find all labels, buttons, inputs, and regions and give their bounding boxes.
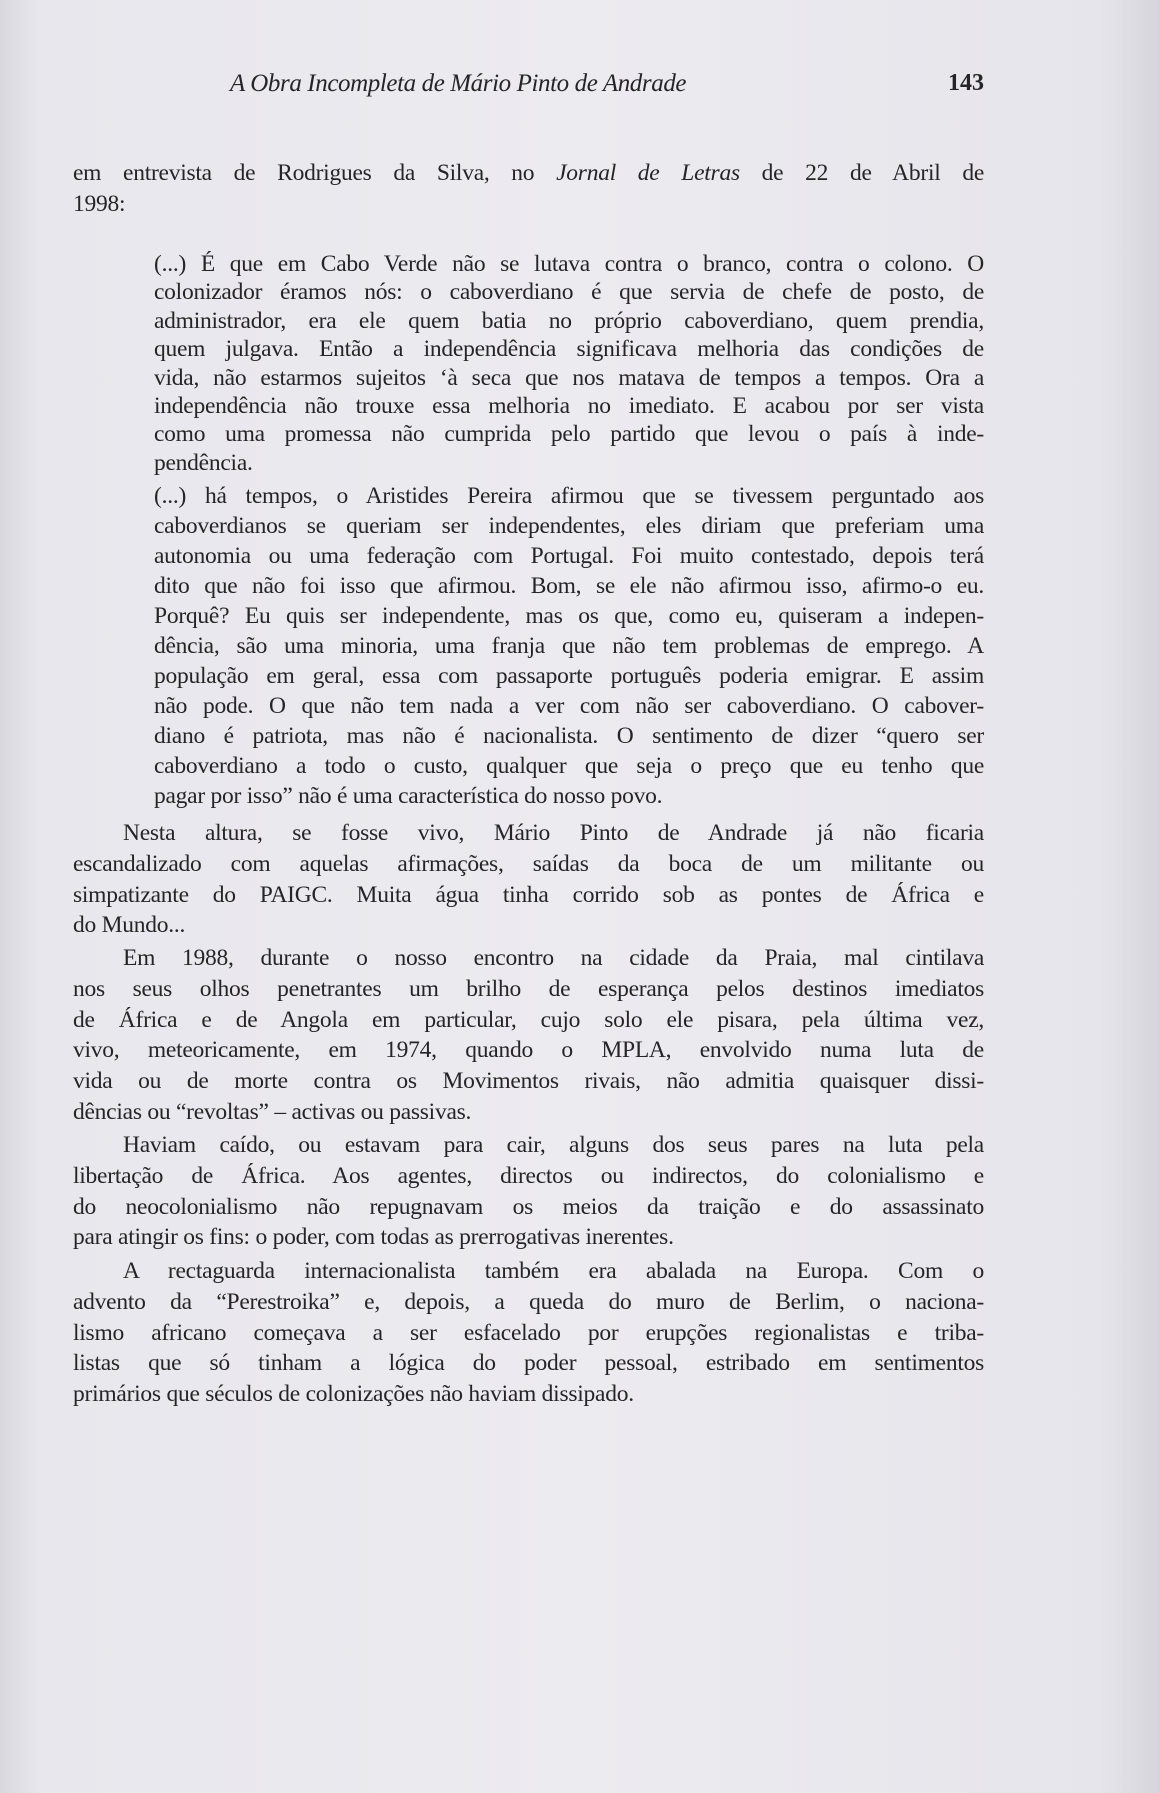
body-paragraph-3 — [73, 1130, 984, 1253]
block-quote-1 — [154, 250, 984, 477]
body-paragraph-4 — [73, 1256, 984, 1410]
text-line: pendência. — [154, 449, 253, 476]
text-line: Porquê? Eu quis ser independente, mas os que, como eu, quiseram a indepen- — [154, 603, 984, 629]
text-line: (...) É que em Cabo Verde não se lutava contra o branco, contra o colono. O — [154, 251, 984, 277]
page-number: 143 — [948, 70, 984, 96]
text-line: caboverdianos se queriam ser independentes, eles diriam que preferiam uma — [154, 513, 984, 539]
text-line: autonomia ou uma federação com Portugal. Foi muito contestado, depois terá — [154, 543, 984, 569]
text-line: simpatizante do PAIGC. Muita água tinha corrido sob as pontes de África e — [73, 881, 984, 908]
intro-paragraph — [73, 158, 984, 220]
text-line: A rectaguarda internacionalista também era abalada na Europa. Com o — [123, 1258, 984, 1284]
block-quote-2 — [154, 481, 984, 811]
text-line: dência, são uma minoria, uma franja que não tem problemas de emprego. A — [154, 633, 984, 659]
text-line: 1998: — [73, 190, 126, 217]
body-paragraph-1 — [73, 818, 984, 941]
text-line — [73, 158, 984, 189]
text-line: vivo, meteoricamente, em 1974, quando o MPLA, envolvido numa luta de — [73, 1037, 984, 1064]
text-line: para atingir os fins: o poder, com todas as prerrogativas inerentes. — [73, 1224, 674, 1251]
text-line: advento da “Perestroika” e, depois, a queda do muro de Berlim, o naciona- — [73, 1288, 984, 1315]
text-line: do Mundo... — [73, 912, 186, 939]
text-line: como uma promessa não cumprida pelo partido que levou o país à inde- — [154, 421, 984, 448]
text-line: lismo africano começava a ser esfacelado por erupções regionalistas e triba- — [73, 1319, 984, 1346]
text-line: diano é patriota, mas não é nacionalista. O sentimento de dizer “quero ser — [154, 723, 984, 749]
text-line: independência não trouxe essa melhoria no imediato. E acabou por ser vista — [154, 392, 984, 419]
text-line: dito que não foi isso que afirmou. Bom, se ele não afirmou isso, afirmo-o eu. — [154, 573, 984, 599]
text-line: libertação de África. Aos agentes, directos ou indirectos, do colonialismo e — [73, 1162, 984, 1189]
text-line: pagar por isso” não é uma característica do nosso povo. — [154, 783, 663, 809]
text-line: administrador, era ele quem batia no próprio caboverdiano, quem prendia, — [154, 307, 984, 334]
body-paragraph-2 — [73, 943, 984, 1128]
text-line: não pode. O que não tem nada a ver com não ser caboverdiano. O cabover- — [154, 693, 984, 719]
text-segment: em entrevista de Rodrigues da Silva, no — [73, 160, 557, 186]
running-header-title: A Obra Incompleta de Mário Pinto de Andrade — [230, 70, 687, 97]
text-line: de África e de Angola em particular, cujo solo ele pisara, pela última vez, — [73, 1006, 984, 1033]
text-line: Haviam caído, ou estavam para cair, alguns dos seus pares na luta pela — [123, 1132, 984, 1158]
text-line: do neocolonialismo não repugnavam os meios da traição e do assassinato — [73, 1193, 984, 1220]
text-line: caboverdiano a todo o custo, qualquer que seja o preço que eu tenho que — [154, 753, 984, 779]
text-line: primários que séculos de colonizações não haviam dissipado. — [73, 1381, 634, 1408]
text-line: vida ou de morte contra os Movimentos rivais, não admitia quaisquer dissi- — [73, 1068, 984, 1095]
text-segment: de 22 de Abril de — [739, 160, 984, 186]
text-line: escandalizado com aquelas afirmações, saídas da boca de um militante ou — [73, 850, 984, 877]
text-line: população em geral, essa com passaporte português poderia emigrar. E assim — [154, 663, 984, 689]
text-line: quem julgava. Então a independência significava melhoria das condições de — [154, 336, 984, 363]
text-line: dências ou “revoltas” – activas ou passivas. — [73, 1098, 472, 1125]
text-line: listas que só tinham a lógica do poder pessoal, estribado em sentimentos — [73, 1350, 984, 1377]
text-line: colonizador éramos nós: o caboverdiano é que servia de chefe de posto, de — [154, 279, 984, 306]
text-line: vida, não estarmos sujeitos ‘à seca que nos matava de tempos a tempos. Ora a — [154, 364, 984, 391]
text-line: Em 1988, durante o nosso encontro na cidade da Praia, mal cintilava — [123, 945, 984, 971]
text-line: nos seus olhos penetrantes um brilho de esperança pelos destinos imediatos — [73, 975, 984, 1002]
publication-title: Jornal de Letras — [556, 160, 740, 186]
text-line: (...) há tempos, o Aristides Pereira afirmou que se tivessem perguntado aos — [154, 483, 984, 509]
text-line: Nesta altura, se fosse vivo, Mário Pinto de Andrade já não ficaria — [123, 820, 984, 846]
